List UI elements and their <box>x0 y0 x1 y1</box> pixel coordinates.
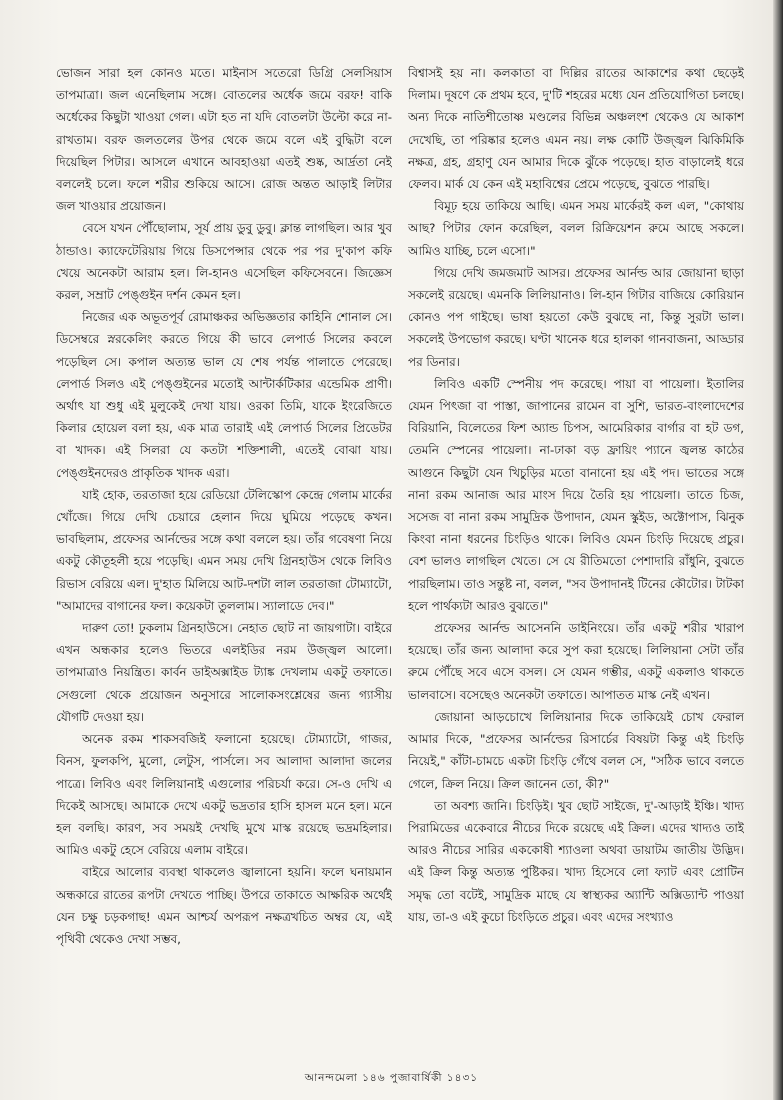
paragraph: গিয়ে দেখি জমজমাট আসর। প্রফেসর আর্নল্ড আর জোয়ানা ছাড়া সকলেই রয়েছে। এমনকি লিলিয়ানাও। লি-হান গিটার বাজিয়ে কোরিয়ান কোনও পপ গাইছে। ভাষা হয়তো কেউ বুঝছে না, কিন্তু সুরটা ভাল। সকলেই উপভোগ করছে। ঘণ্টা খানেক ধরে হালকা গানবাজনা, আড্ডার পর ডিনার। <box>408 265 744 369</box>
paragraph: বিশ্বাসই হয় না। কলকাতা বা দিল্লির রাতের আকাশের কথা ছেড়েই দিলাম। দূষণে কে প্রথম হবে, দু'টি শহরের মধ্যে যেন প্রতিযোগিতা চলছে। অন্য দিকে নাতিশীতোষ্ণ মণ্ডলের বিভিন্ন অঞ্চলংশ থেকেও যে আকাশ দেখেছি, তা পরিষ্কার হলেও এমন নয়। লক্ষ কোটি উজ্জ্বল ঝিকিমিকি নক্ষত্র, গ্রহ, গ্রহাণু যেন আমার দিকে ঝুঁকে পড়েছে। হাত বাড়ালেই ধরে ফেলব। মার্ক যে কেন এই মহাবিশ্বের প্রেমে পড়েছে, বুঝতে পারছি। <box>408 66 744 192</box>
paragraph: নিজের এক অভূতপূর্ব রোমাঞ্চকর অভিজ্ঞতার কাহিনি শোনাল সে। ডিসেম্বরে স্নরকেলিং করতে গিয়ে কী ভাবে লেপার্ড সিলের কবলে পড়েছিল সে। কপাল অত্যন্ত ভাল যে শেষ পর্যন্ত পালাতে পেরেছে। লেপার্ড সিলও এই পেঙ্গুইনের মতোই আন্টার্কটিকার এন্ডেমিক প্রাণী। অর্থাৎ যা শুধু এই মুলুকেই দেখা যায়। ওরকা তিমি, যাকে ইংরেজিতে কিলার হোয়েল বলা হয়, এক মাত্র তারাই এই লেপার্ড সিলের প্রিডেটর বা খাদক। এই সিলরা যে কতটা শক্তিশালী, এতেই বোঝা যায়। পেঙ্গুইনদেরও প্রাকৃতিক খাদক এরা। <box>56 310 392 480</box>
paragraph: দারুণ তো! ঢুকলাম গ্রিনহাউসে। নেহাত ছোট না জায়গাটা। বাইরে এখন অন্ধকার হলেও ভিতরে এলইডির নরম উজ্জ্বল আলো। তাপমাত্রাও নিয়ন্ত্রিত। কার্বন ডাইঅক্সাইড ট্যাঙ্ক দেখলাম একটু তফাতে। সেগুলো থেকে প্রয়োজন অনুসারে সালোকসংশ্লেষের জন্য গ্যাসীয় যৌগটি দেওয়া হয়। <box>56 621 392 724</box>
paragraph: বাইরে আলোর ব্যবস্থা থাকলেও জ্বালানো হয়নি। ফলে ঘনায়মান অন্ধকারে রাতের রূপটা দেখতে পাচ্ছি। উপরে তাকাতে আক্ষরিক অর্থেই যেন চক্ষু চড়কগাছ! এমন আশ্চর্য অপরূপ নক্ষত্রখচিত অম্বর যে, এই পৃথিবী থেকেও দেখা সম্ভব, <box>56 865 392 946</box>
paragraph: বিমূঢ় হয়ে তাকিয়ে আছি। এমন সময় মার্কেরই কল এল, "কোথায় আছ? পিটার ফোন করেছিল, বলল রিক্রিয়েশন রুমে আছে সকলে। আমিও যাচ্ছি, চলে এসো।" <box>408 199 744 258</box>
left-column <box>56 62 392 1062</box>
paragraph: জোয়ানা আড়চোখে লিলিয়ানার দিকে তাকিয়েই চোখ ফেরাল আমার দিকে, "প্রফেসর আর্নল্ডের রিসার্চের বিষয়টা কিন্তু এই চিংড়ি নিয়েই," কাঁটা-চামচে একটা চিংড়ি গেঁথে বলল সে, "সঠিক ভাবে বলতে গেলে, ক্রিল নিয়ে। ক্রিল জানেন তো, কী?" <box>408 709 744 791</box>
paragraph: যাই হোক, তরতাজা হয়ে রেডিয়ো টেলিস্কোপ কেন্দ্রে গেলাম মার্কের খোঁজে। গিয়ে দেখি চেয়ারে হেলান দিয়ে ঘুমিয়ে পড়েছে কখন। ভাবছিলাম, প্রফেসর আর্নল্ডের সঙ্গে কথা বললে হয়। তাঁর গবেষণা নিয়ে একটু কৌতূহলী হয়ে পড়েছি। এমন সময় দেখি গ্রিনহাউস থেকে লিবিও রিভাস বেরিয়ে এল। দু'হাত মিলিয়ে আট-দশটা লাল তরতাজা টোম্যাটো, "আমাদের বাগানের ফল। কয়েকটা তুললাম। স্যালাডে দেব।" <box>56 487 392 613</box>
paragraph: অনেক রকম শাকসবজিই ফলানো হয়েছে। টোম্যাটো, গাজর, বিনস, ফুলকপি, মুলো, লেটুস, পার্সলে। সব আলাদা আলাদা জলের পাত্রে। লিবিও এবং লিলিয়ানাই এগুলোর পরিচর্যা করে। সে-ও দেখি এ দিকেই আসছে। আমাকে দেখে একটু ভদ্রতার হাসি হাসল মনে হল। মনে হল বলছি। কারণ, সব সময়ই দেখছি মুখে মাস্ক রয়েছে ভদ্রমহিলার। আমিও একটু হেসে বেরিয়ে এলাম বাইরে। <box>56 732 392 858</box>
page-edge-shadow <box>773 0 783 1100</box>
paragraph: বেসে যখন পৌঁছোলাম, সূর্য প্রায় ডুবু ডুবু। ক্লান্ত লাগছিল। আর খুব ঠান্ডাও। ক্যাফেটেরিয়ায় গিয়ে ডিসপেন্সার থেকে পর পর দু'কাপ কফি খেয়ে অনেকটা আরাম হল। লি-হানও এসেছিল কফিসেবনে। জিজ্ঞেস করল, সম্রাট পেঙ্গুইন দর্শন কেমন হল। <box>56 221 392 303</box>
right-column <box>408 62 744 1062</box>
paragraph: প্রফেসর আর্নল্ড আসেননি ডাইনিংয়ে। তাঁর একটু শরীর খারাপ হয়েছে। তাঁর জন্য আলাদা করে সুপ করা হয়েছে। লিলিয়ানা সেটা তাঁর রুমে পৌঁছে সবে এসে বসল। সে যেমন গম্ভীর, একটু একলাও থাকতে ভালবাসে। বসেছেও অনেকটা তফাতে। আপাতত মাস্ক নেই এখন। <box>408 621 744 702</box>
page-footer: আনন্দমেলা ১৪৬ পুজাবার্ষিকী ১৪৩১ <box>304 1072 479 1084</box>
paragraph: লিবিও একটি স্পেনীয় পদ করেছে। পায়া বা পায়েলা। ইতালির যেমন পিৎজা বা পাস্তা, জাপানের রামেন বা সুশি, ভারত-বাংলাদেশের বিরিয়ানি, বিলেতের ফিশ অ্যান্ড চিপস, আমেরিকার বার্গার বা হট ডগ, তেমনি স্পেনের পায়েলা। না-ঢাকা বড় ফ্রায়িং প্যানে জ্বলন্ত কাঠের আগুনে কিছুটা যেন খিচুড়ির মতো বানানো হয় এই পদ। ভাতের সঙ্গে নানা রকম আনাজ আর মাংস দিয়ে তৈরি হয় পায়েলা। তাতে চিজ, সসেজ বা নানা রকম সামুদ্রিক উপাদান, যেমন স্কুইড, অক্টোপাস, ঝিনুক কিংবা নানা ধরনের চিংড়িও থাকে। লিবিও যেমন চিংড়ি দিয়েছে প্রচুর। বেশ ভালও লাগছিল খেতে। সে যে রীতিমতো পেশাদারি রাঁধুনি, বুঝতে পারছিলাম। তাও সন্তুষ্ট না, বলল, "সব উপাদানই টিনের কৌটোর। টাটকা হলে পার্থক্যটা আরও বুঝতে।" <box>408 376 744 613</box>
paragraph: ভোজন সারা হল কোনও মতে। মাইনাস সতেরো ডিগ্রি সেলসিয়াস তাপমাত্রা। জল এনেছিলাম সঙ্গে। বোতলের অর্ধেক জমে বরফ! বাকি অর্ধেকের কিছুটা খাওয়া গেল। এটা হত না যদি বোতলটা উল্টো করে না-রাখতাম। বরফ জলতলের উপর থেকে জমে বলে এই বুদ্ধিটা বলে দিয়েছিল পিটার। আসলে এখানে আবহাওয়া এতই শুষ্ক, আর্দ্রতা নেই বললেই চলে। ফলে শরীর শুকিয়ে আসে। রোজ অন্তত আড়াই লিটার জল খাওয়ার প্রয়োজন। <box>56 66 392 214</box>
paragraph: তা অবশ্য জানি। চিংড়িই। খুব ছোট সাইজে, দু'-আড়াই ইঞ্চি। খাদ্য পিরামিডের একেবারে নীচের দিকে রয়েছে এই ক্রিল। এদের খাদ্যও তাই আরও নীচের সারির এককোষী শ্যাওলা অথবা ডায়াটম জাতীয় উদ্ভিদ। এই ক্রিল কিন্তু অত্যন্ত পুষ্টিকর। খাদ্য হিসেবে লো ফ্যাট এবং প্রোটিন সমৃদ্ধ তো বটেই, সামুদ্রিক মাছে যে স্বাস্থ্যকর অ্যান্টি অক্সিড্যান্ট পাওয়া যায়, তা-ও এই কুচো চিংড়িতে প্রচুর। এবং এদের সংখ্যাও <box>408 798 744 924</box>
